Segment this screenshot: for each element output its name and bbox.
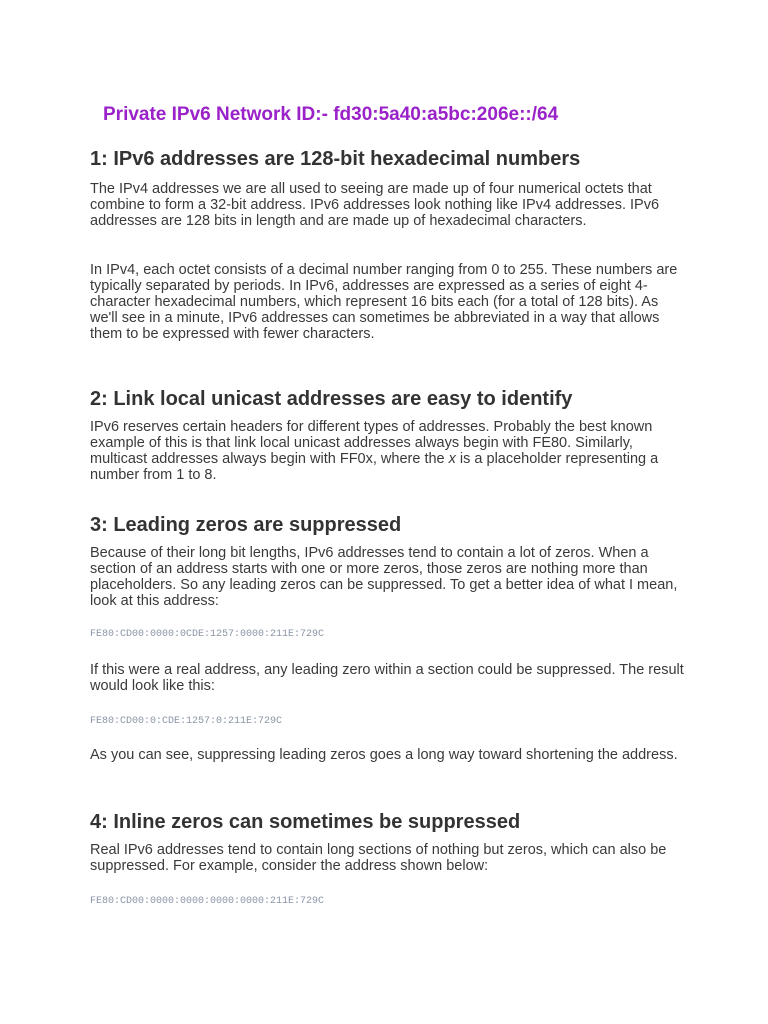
section-2-paragraph (90, 419, 685, 483)
section-1-heading: 1: IPv6 addresses are 128-bit hexadecimal numbers (90, 148, 581, 170)
section-2-text-before: IPv6 reserves certain headers for different types of addresses. Probably the best known example of this is that link local unicast addresses always begin with FE80. Similarly, multicast addresses always begin with FF0x, where the (90, 419, 653, 467)
section-2-heading: 2: Link local unicast addresses are easy to identify (90, 388, 573, 410)
section-4-code-1: FE80:CD00:0000:0000:0000:0000:211E:729C (90, 896, 325, 907)
section-4-paragraph-1: Real IPv6 addresses tend to contain long sections of nothing but zeros, which can also be suppressed. For example, consider the address shown below: (90, 842, 667, 874)
section-3-code-1: FE80:CD00:0000:0CDE:1257:0000:211E:729C (90, 629, 325, 640)
section-2-placeholder-x: x (448, 451, 456, 467)
section-1-paragraph-1: The IPv4 addresses we are all used to seeing are made up of four numerical octets that combine to form a 32-bit address. IPv6 addresses look nothing like IPv4 addresses. IPv6 addresses are 128 bits in length and are made up of hexadecimal characters. (90, 181, 660, 229)
section-2-text-after: is a placeholder representing a number from 1 to 8. (90, 451, 659, 483)
page-title: Private IPv6 Network ID:- fd30:5a40:a5bc:206e::/64 (103, 104, 559, 125)
section-3-paragraph-1: Because of their long bit lengths, IPv6 addresses tend to contain a lot of zeros. When a section of an address starts with one or more zeros, those zeros are nothing more than placeholders. So any leading zeros can be suppressed. To get a better idea of what I mean, look at this address: (90, 545, 678, 609)
section-3-paragraph-2: If this were a real address, any leading zero within a section could be suppressed. The result would look like this: (90, 662, 684, 694)
section-1-paragraph-2: In IPv4, each octet consists of a decimal number ranging from 0 to 255. These numbers are typically separated by periods. In IPv6, addresses are expressed as a series of eight 4-character hexadecimal numbers, which represent 16 bits each (for a total of 128 bits). As we'll see in a minute, IPv6 addresses can sometimes be abbreviated in a way that allows them to be expressed with fewer characters. (90, 262, 678, 342)
section-3-paragraph-3: As you can see, suppressing leading zeros goes a long way toward shortening the address. (90, 747, 678, 763)
section-3-heading: 3: Leading zeros are suppressed (90, 514, 402, 536)
section-4-heading: 4: Inline zeros can sometimes be suppressed (90, 811, 521, 833)
section-3-code-2: FE80:CD00:0:CDE:1257:0:211E:729C (90, 716, 283, 727)
